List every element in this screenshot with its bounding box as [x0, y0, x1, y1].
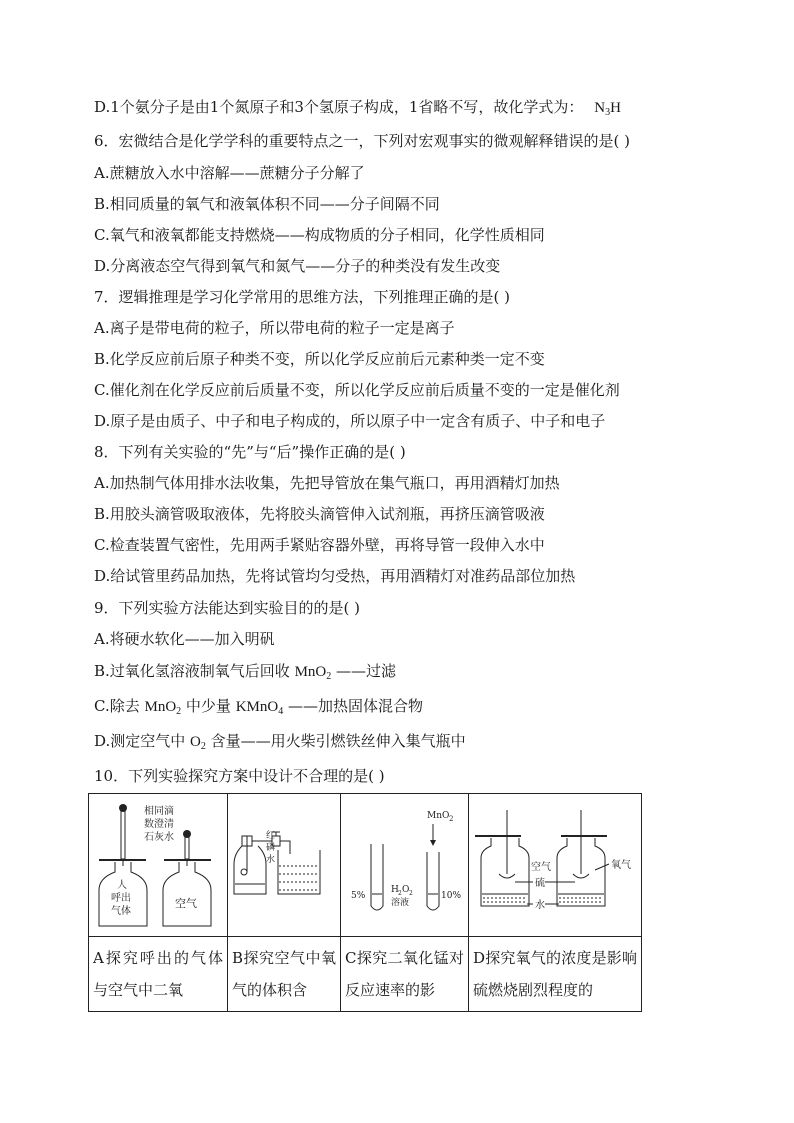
svg-text:气体: 气体 [111, 906, 131, 917]
question-7-option-c: C.催化剂在化学反应前后质量不变，所以化学反应前后质量不变的一定是催化剂 [94, 381, 620, 399]
figure-a-cell [89, 794, 228, 937]
figure-c-cell [341, 794, 469, 937]
formula-o2: $O_2$ [190, 734, 206, 752]
text-line: D.1个氨分子是由1个氮原子和3个氢原子构成，1省略不写，故化学式为： $N_3H$ [94, 98, 621, 118]
svg-text:人: 人 [117, 880, 127, 891]
svg-text:水: 水 [535, 900, 545, 911]
question-6-stem: 6．宏微结合是化学学科的重要特点之一，下列对宏观事实的微观解释错误的是( ) [94, 132, 631, 150]
question-9-stem: 9．下列实验方法能达到实验目的的是( ) [94, 599, 361, 617]
question-8-option-a: A.加热制气体用排水法收集，先把导管放在集气瓶口，再用酒精灯加热 [94, 474, 560, 492]
question-6-option-d: D.分离液态空气得到氧气和氮气——分子的种类没有发生改变 [94, 257, 501, 275]
svg-text:MnO: MnO [427, 811, 450, 821]
question-9-option-a: A.将硬水软化——加入明矾 [94, 630, 275, 648]
svg-text:水: 水 [266, 855, 276, 865]
caption-c: C探究二氧化锰对反应速率的影 [341, 937, 469, 1012]
question-7-option-b: B.化学反应前后原子种类不变，所以化学反应前后元素种类一定不变 [94, 350, 545, 368]
figure-b-red-phosphorus-setup [228, 794, 341, 932]
question-8-option-c: C.检查装置气密性，先用两手紧贴容器外壁，再将导管一段伸入水中 [94, 536, 545, 554]
svg-text:O: O [402, 885, 410, 895]
formula-mno2: MnO$_2$ [294, 664, 332, 682]
svg-text:空气: 空气 [175, 897, 197, 910]
svg-text:2: 2 [449, 815, 454, 823]
svg-text:2: 2 [398, 890, 402, 897]
svg-text:硫: 硫 [535, 878, 545, 889]
question-7-option-a: A.离子是带电荷的粒子，所以带电荷的粒子一定是离子 [94, 319, 455, 337]
svg-text:石灰水: 石灰水 [144, 832, 174, 843]
caption-b: B探究空气中氧气的体积含 [228, 937, 341, 1012]
svg-text:氧气: 氧气 [611, 860, 631, 871]
experiment-table [88, 793, 642, 1012]
figure-c-test-tubes [341, 794, 469, 932]
caption-d: D探究氧气的浓度是影响硫燃烧剧烈程度的 [469, 937, 642, 1012]
question-9-option-c: C.除去 MnO$_2$ 中少量 KMnO$_4$ ——加热固体混合物 [94, 697, 423, 717]
svg-text:红: 红 [266, 831, 276, 841]
formula-nh3: $N_3H$ [594, 100, 621, 118]
question-9-option-b: B.过氧化氢溶液制氧气后回收 MnO$_2$ ——过滤 [94, 662, 397, 682]
svg-text:溶液: 溶液 [391, 898, 410, 908]
svg-text:呼出: 呼出 [111, 893, 131, 904]
question-6-option-b: B.相同质量的氧气和液氧体积不同——分子间隔不同 [94, 195, 440, 213]
figure-d-sulfur-combustion [469, 794, 642, 932]
formula-mno2: MnO$_2$ [144, 699, 182, 717]
question-6-option-c: C.氧气和液氧都能支持燃烧——构成物质的分子相同，化学性质相同 [94, 226, 545, 244]
question-10-stem: 10．下列实验探究方案中设计不合理的是( ) [94, 767, 385, 785]
svg-text:数澄清: 数澄清 [144, 819, 174, 830]
question-8-option-b: B.用胶头滴管吸取液体，先将胶头滴管伸入试剂瓶，再挤压滴管吸液 [94, 505, 545, 523]
svg-text:空气: 空气 [531, 862, 551, 873]
formula-kmno4: KMnO$_4$ [235, 699, 284, 717]
question-9-option-d: D.测定空气中 $O_2$ 含量——用火柴引燃铁丝伸入集气瓶中 [94, 732, 466, 752]
svg-text:10%: 10% [441, 891, 462, 901]
svg-text:5%: 5% [351, 891, 366, 901]
figure-d-cell [469, 794, 642, 937]
question-7-option-d: D.原子是由质子、中子和电子构成的，所以原子中一定含有质子、中子和电子 [94, 412, 606, 430]
question-8-stem: 8．下列有关实验的“先”与“后”操作正确的是( ) [94, 443, 406, 461]
question-8-option-d: D.给试管里药品加热，先将试管均匀受热，再用酒精灯对准药品部位加热 [94, 567, 576, 585]
svg-text:2: 2 [409, 890, 413, 897]
question-6-option-a: A.蔗糖放入水中溶解——蔗糖分子分解了 [94, 164, 365, 182]
svg-text:H: H [391, 885, 399, 895]
caption-a: A探究呼出的气体与空气中二氧 [89, 937, 228, 1012]
svg-text:相同滴: 相同滴 [144, 806, 174, 817]
figure-a-lime-water-bottles [89, 794, 228, 932]
svg-text:磷: 磷 [266, 843, 276, 853]
question-7-stem: 7．逻辑推理是学习化学常用的思维方法，下列推理正确的是( ) [94, 288, 511, 306]
figure-b-cell [228, 794, 341, 937]
